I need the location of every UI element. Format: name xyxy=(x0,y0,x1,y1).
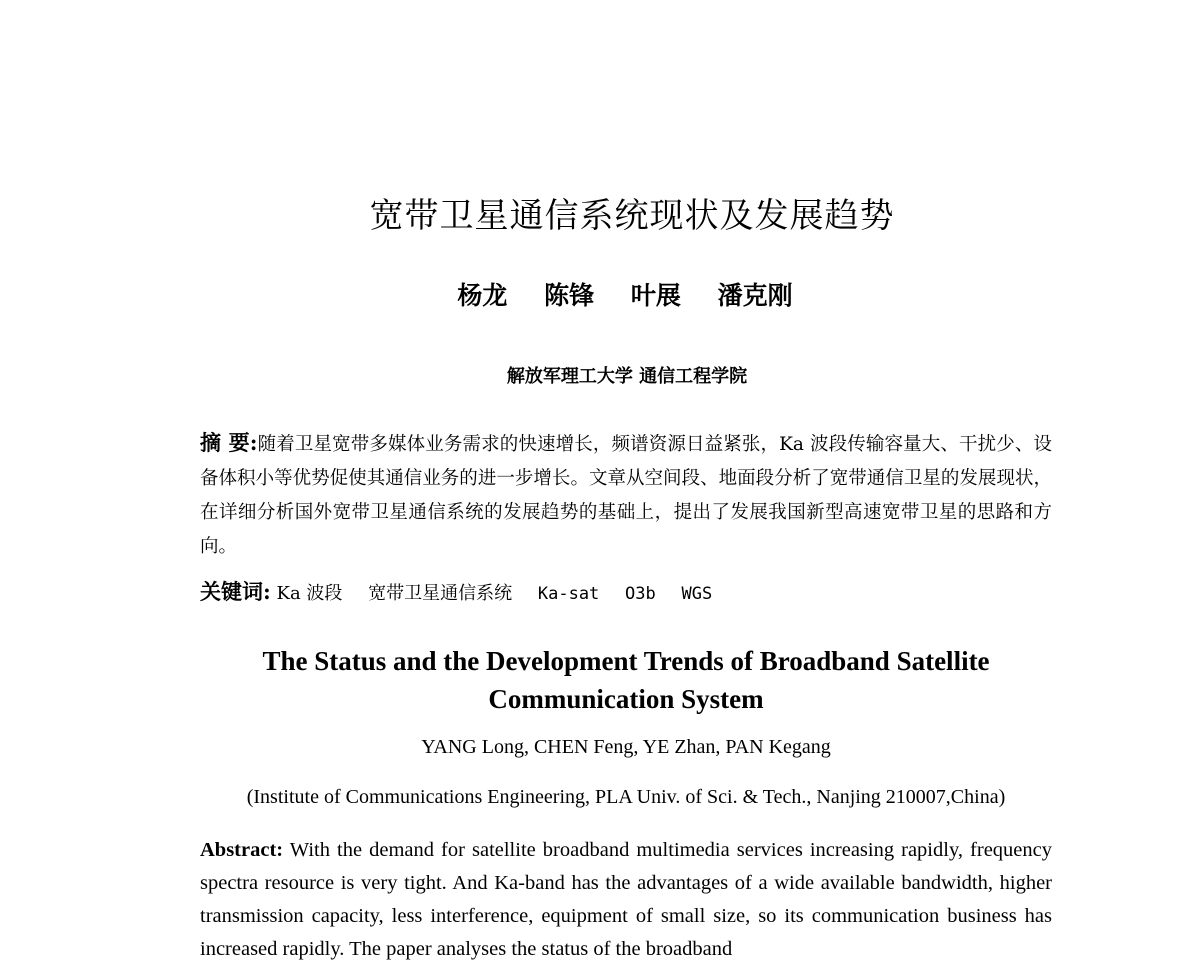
keyword: Ka-sat xyxy=(537,584,600,604)
chinese-authors xyxy=(0,276,1200,312)
chinese-keywords-label: 关键词: xyxy=(200,579,271,604)
english-affiliation: (Institute of Communications Engineering, PLA Univ. of Sci. & Tech., Nanjing 210007,China) xyxy=(246,786,1006,808)
chinese-author: 杨龙 xyxy=(457,281,508,310)
chinese-abstract xyxy=(200,426,1052,564)
chinese-abstract-label: 摘 要: xyxy=(200,430,258,455)
chinese-abstract-text: 随着卫星宽带多媒体业务需求的快速增长，频谱资源日益紧张，Ka 波段传输容量大、干扰少、设备体积小等优势促使其通信业务的进一步增长。文章从空间段、地面段分析了宽带通信卫星的发展现状，在详细分析国外宽带卫星通信系统的发展趋势的基础上，提出了发展我国新型高速宽带卫星的思路和方向。 xyxy=(200,434,1052,557)
keyword: Ka 波段 xyxy=(276,583,343,604)
keyword: O3b xyxy=(625,584,656,604)
keyword: 宽带卫星通信系统 xyxy=(368,583,513,604)
english-abstract xyxy=(200,834,1052,966)
chinese-author: 陈锋 xyxy=(544,281,595,310)
keyword: WGS xyxy=(681,584,713,604)
english-abstract-label: Abstract: xyxy=(200,839,284,861)
chinese-author: 潘克刚 xyxy=(717,281,793,310)
english-title-line: The Status and the Development Trends of Broadband Satellite xyxy=(262,646,990,676)
chinese-keywords xyxy=(200,576,1052,606)
english-title-line: Communication System xyxy=(488,684,764,714)
chinese-affiliation: 解放军理工大学 通信工程学院 xyxy=(506,366,748,387)
chinese-title: 宽带卫星通信系统现状及发展趋势 xyxy=(369,196,895,236)
english-title xyxy=(0,642,1200,718)
chinese-author: 叶展 xyxy=(630,281,681,310)
english-abstract-text: With the demand for satellite broadband multimedia services increasing rapidly, frequency spectra resource is very tight. And Ka-band has the advantages of a wide available bandwidth, higher transmission capacity, less interference, equipment of small size, so its communication business has increased rapidly. The paper analyses the status of the broadband xyxy=(200,839,1052,960)
english-authors: YANG Long, CHEN Feng, YE Zhan, PAN Kegang xyxy=(421,736,831,758)
